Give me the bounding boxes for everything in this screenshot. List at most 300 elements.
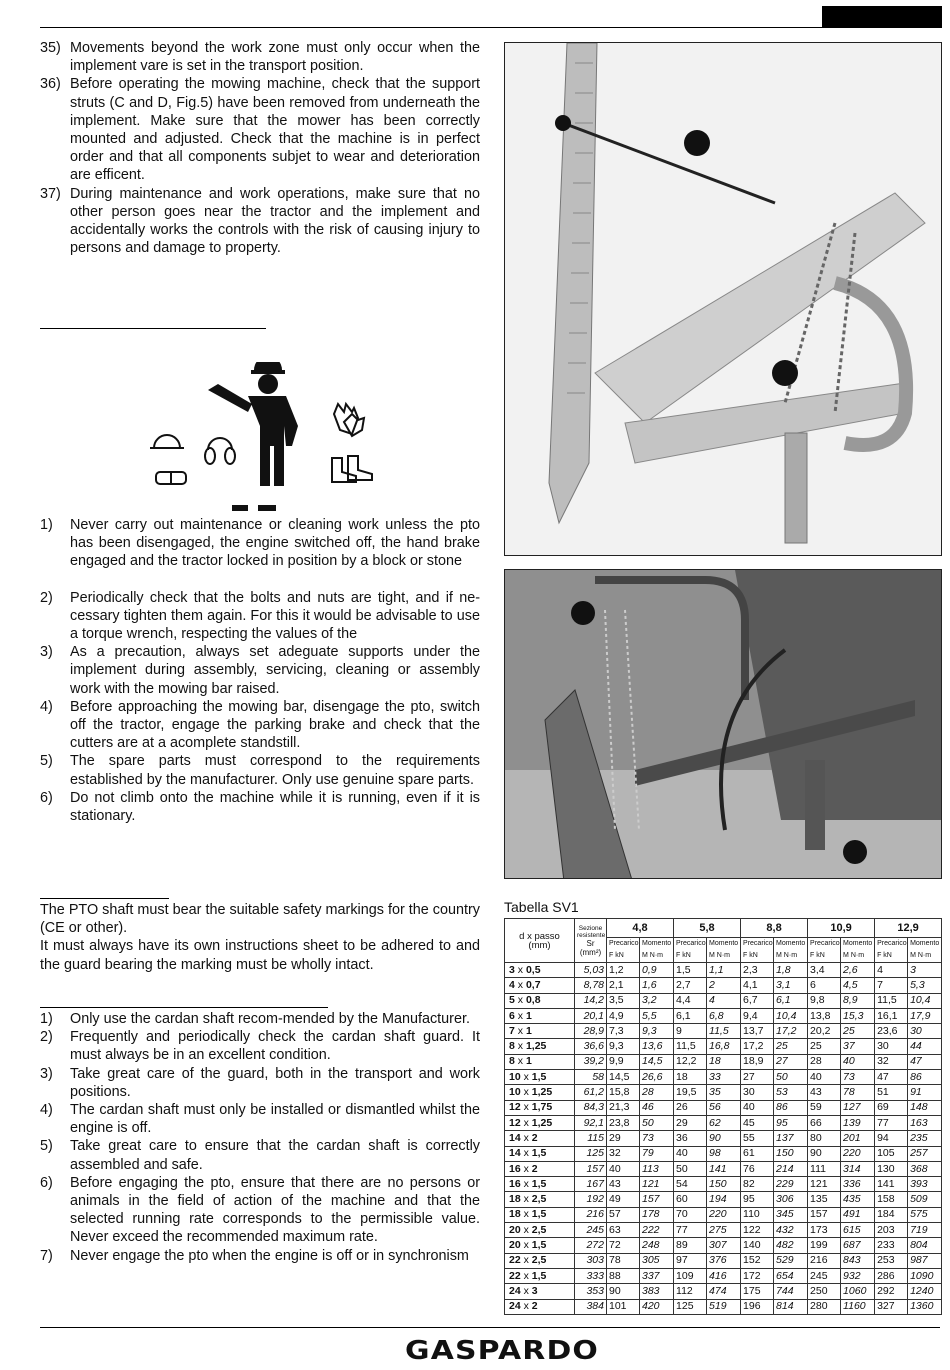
- table-cell: 11,5: [674, 1039, 707, 1054]
- table-row: [505, 1146, 942, 1161]
- table-cell: 23,8: [607, 1115, 640, 1130]
- table-cell: 220: [841, 1146, 875, 1161]
- thread-diameter: 24: [509, 1284, 521, 1297]
- table-cell: 1240: [908, 1284, 942, 1299]
- cardan-list: [40, 1010, 480, 1265]
- table-cell: 6,7: [741, 993, 774, 1008]
- table-cell: [505, 1268, 575, 1283]
- marker-c-icon: [571, 601, 595, 625]
- thread-pitch: 1,5: [531, 1238, 547, 1251]
- list-item-text: As a precaution, always set adeguate supports under the implement during assembly, servicing, cleaning or assembly work with the mowing bar raised.: [70, 644, 480, 697]
- table-cell: 90: [707, 1131, 741, 1146]
- list-item: [40, 1137, 480, 1173]
- table-cell: F kN: [607, 950, 640, 963]
- table-cell: 14,2: [575, 993, 607, 1008]
- table-cell: 9,8: [808, 993, 841, 1008]
- table-cell: 69: [875, 1100, 908, 1115]
- list-item-number: 7): [40, 1247, 53, 1264]
- table-cell: 1160: [841, 1299, 875, 1314]
- thread-pitch: 2: [531, 1131, 538, 1144]
- section-rule-pto: [40, 898, 169, 899]
- table-cell: 687: [841, 1238, 875, 1253]
- thread-diameter: 6: [509, 1009, 515, 1022]
- list-item-number: 3): [40, 644, 53, 661]
- table-cell: 79: [640, 1146, 674, 1161]
- table-cell: 30: [741, 1085, 774, 1100]
- table-cell: Momento: [640, 938, 674, 951]
- table-cell: 139: [841, 1115, 875, 1130]
- thread-pitch: 2: [531, 1162, 538, 1175]
- thread-x: x: [517, 1024, 524, 1037]
- list-item: [40, 643, 480, 698]
- table-cell: 60: [674, 1192, 707, 1207]
- table-cell: 20,1: [575, 1008, 607, 1023]
- table-cell: 4: [875, 963, 908, 978]
- table-cell: 184: [875, 1207, 908, 1222]
- table-cell: 122: [741, 1223, 774, 1238]
- table-cell: [505, 1177, 575, 1192]
- table-cell: 14,5: [607, 1070, 640, 1085]
- list-item-number: 2): [40, 589, 53, 606]
- table-cell: 4,4: [674, 993, 707, 1008]
- list-item-text: Before engaging the pto, ensure that there are no persons or animals in the field of action of the machine and that the selected running rate corresponds to the permissible value. Never exceed the recommended maximum rate.: [70, 1174, 480, 1246]
- table-cell: 3,4: [808, 963, 841, 978]
- thread-diameter: 3: [509, 963, 515, 976]
- thread-x: x: [523, 1208, 529, 1221]
- list-item-number: 2): [40, 1029, 53, 1046]
- photo-cardan-shaft: [504, 569, 942, 879]
- table-cell: 9: [674, 1024, 707, 1039]
- list-item-text: Before approaching the mowing bar, disengage the pto, switch off the tractor, engage the parking brake and check that the cutters are at a acomplete standstill.: [70, 698, 480, 752]
- list-item-text: Do not climb onto the machine while it is running, even if it is stationary.: [70, 789, 480, 825]
- table-cell: [505, 1115, 575, 1130]
- brand-logo: GASPARDO: [405, 1336, 599, 1366]
- thread-pitch: 1: [525, 1024, 532, 1037]
- photo-mower-transport: [504, 42, 942, 556]
- marker-b-icon: [772, 360, 798, 386]
- table-cell: 135: [808, 1192, 841, 1207]
- table-cell: F kN: [741, 950, 774, 963]
- table-caption: Tabella SV1: [504, 899, 579, 915]
- list-item-text: Never carry out maintenance or cleaning work unless the pto has been disengaged, the engine switched off, the hand brake engaged and the tractor locked in position by a block or stone: [70, 517, 480, 570]
- maintenance-list: [40, 516, 480, 825]
- table-cell: 744: [774, 1284, 808, 1299]
- table-row: [505, 1284, 942, 1299]
- thread-diameter: 24: [509, 1300, 521, 1313]
- table-cell: [505, 919, 575, 963]
- thread-diameter: 20: [509, 1223, 521, 1236]
- table-cell: 105: [875, 1146, 908, 1161]
- section-rule-cardan: [40, 1007, 328, 1008]
- table-cell: 843: [841, 1253, 875, 1268]
- thread-x: x: [523, 1254, 529, 1267]
- boots-icon: [332, 456, 372, 482]
- table-cell: 6: [808, 978, 841, 993]
- table-cell: [505, 1054, 575, 1069]
- table-cell: 56: [707, 1100, 741, 1115]
- table-cell: Momento: [707, 938, 741, 951]
- list-item-number: 6): [40, 1174, 53, 1191]
- table-cell: 1,5: [674, 963, 707, 978]
- thread-diameter: 22: [509, 1269, 521, 1282]
- table-cell: 157: [640, 1192, 674, 1207]
- goggles-icon: [156, 472, 186, 484]
- table-cell: 30: [875, 1039, 908, 1054]
- table-cell: 62: [707, 1115, 741, 1130]
- list-item-number: 5): [40, 1138, 53, 1155]
- table-cell: [505, 1192, 575, 1207]
- list-item: [40, 39, 480, 75]
- thread-diameter: 7: [509, 1024, 515, 1037]
- pto-paragraph-line-2: It must always have its own instructions sheet to be adhered to and the guard bearing the marking must be wholly intact.: [40, 938, 480, 973]
- list-item-number: 37): [40, 185, 61, 202]
- table-cell: 3,5: [607, 993, 640, 1008]
- table-row: [505, 1131, 942, 1146]
- header-block: [822, 6, 942, 28]
- table-cell: [505, 1146, 575, 1161]
- table-cell: 115: [575, 1131, 607, 1146]
- table-cell: 416: [707, 1268, 741, 1283]
- table-cell: 163: [908, 1115, 942, 1130]
- thread-pitch: 1,5: [531, 1208, 547, 1221]
- table-cell: 78: [841, 1085, 875, 1100]
- table-cell: 8,8: [741, 919, 808, 938]
- thread-x: x: [523, 1269, 529, 1282]
- table-cell: 111: [808, 1161, 841, 1176]
- table-cell: 39,2: [575, 1054, 607, 1069]
- table-cell: 13,7: [741, 1024, 774, 1039]
- table-cell: 152: [741, 1253, 774, 1268]
- table-cell: 804: [908, 1238, 942, 1253]
- table-cell: 53: [774, 1085, 808, 1100]
- table-cell: 8,78: [575, 978, 607, 993]
- table-cell: 148: [908, 1100, 942, 1115]
- table-cell: 336: [841, 1177, 875, 1192]
- table-cell: 73: [640, 1131, 674, 1146]
- thread-pitch: 0,8: [525, 994, 541, 1007]
- table-cell: Precarico: [808, 938, 841, 951]
- table-cell: 36: [674, 1131, 707, 1146]
- earmuffs-icon: [205, 438, 235, 464]
- table-cell: [505, 978, 575, 993]
- table-cell: 25: [774, 1039, 808, 1054]
- list-item-number: 6): [40, 789, 53, 806]
- table-cell: 9,3: [640, 1024, 674, 1039]
- table-cell: [505, 1223, 575, 1238]
- table-cell: 109: [674, 1268, 707, 1283]
- table-cell: 216: [575, 1207, 607, 1222]
- table-cell: 167: [575, 1177, 607, 1192]
- thread-diameter: 12: [509, 1101, 521, 1114]
- table-cell: 7: [875, 978, 908, 993]
- table-row: [505, 1207, 942, 1222]
- table-cell: 9,4: [741, 1008, 774, 1023]
- thread-diameter: 10: [509, 1086, 521, 1099]
- table-cell: 28,9: [575, 1024, 607, 1039]
- table-cell: M N·m: [707, 950, 741, 963]
- table-cell: 178: [640, 1207, 674, 1222]
- list-item-number: 5): [40, 753, 53, 770]
- table-cell: 17,9: [908, 1008, 942, 1023]
- marker-a-icon: [684, 130, 710, 156]
- thread-pitch: 0,5: [525, 963, 541, 976]
- table-cell: 101: [607, 1299, 640, 1314]
- pto-paragraph: [40, 901, 480, 974]
- table-cell: 36,6: [575, 1039, 607, 1054]
- table-cell: [505, 1284, 575, 1299]
- table-cell: 95: [741, 1192, 774, 1207]
- table-cell: 16,1: [875, 1008, 908, 1023]
- list-item-text: The cardan shaft must only be installed or dismantled whilst the engine is off.: [70, 1102, 480, 1137]
- gloves-icon: [334, 404, 364, 436]
- list-item-text: Only use the cardan shaft recom-mended by the Manufacturer.: [70, 1011, 470, 1027]
- table-cell: 13,8: [808, 1008, 841, 1023]
- thread-diameter: 4: [509, 978, 515, 991]
- table-cell: 3: [908, 963, 942, 978]
- table-cell: 58: [575, 1070, 607, 1085]
- table-cell: 275: [707, 1223, 741, 1238]
- table-cell: 40: [808, 1070, 841, 1085]
- table-cell: 196: [741, 1299, 774, 1314]
- table-row: [505, 1085, 942, 1100]
- table-cell: 4,1: [741, 978, 774, 993]
- list-item-number: 35): [40, 40, 61, 56]
- table-cell: 253: [875, 1253, 908, 1268]
- table-cell: 248: [640, 1238, 674, 1253]
- table-cell: 73: [841, 1070, 875, 1085]
- thread-x: x: [523, 1223, 529, 1236]
- table-cell: 4,5: [841, 978, 875, 993]
- table-cell: 2: [707, 978, 741, 993]
- table-cell: 5,5: [640, 1008, 674, 1023]
- thread-x: x: [517, 963, 524, 976]
- table-cell: 1,1: [707, 963, 741, 978]
- table-cell: [505, 1238, 575, 1253]
- table-cell: 1,2: [607, 963, 640, 978]
- table-cell: M N·m: [841, 950, 875, 963]
- table-cell: 1060: [841, 1284, 875, 1299]
- torque-values-table: [504, 918, 942, 1315]
- table-cell: 353: [575, 1284, 607, 1299]
- table-cell: Momento: [774, 938, 808, 951]
- table-cell: 112: [674, 1284, 707, 1299]
- list-item-number: 1): [40, 1011, 53, 1027]
- table-cell: 303: [575, 1253, 607, 1268]
- table-cell: Precarico: [741, 938, 774, 951]
- section-rule-maintenance: [40, 328, 266, 329]
- table-cell: 40: [674, 1146, 707, 1161]
- table-cell: 1,6: [640, 978, 674, 993]
- table-cell: 6,1: [774, 993, 808, 1008]
- table-cell: 192: [575, 1192, 607, 1207]
- table-cell: 987: [908, 1253, 942, 1268]
- list-item-text: Before operating the mowing machine, check that the support struts (C and D, Fig.5) have been removed from underneath the implement. Make sure that the mower has been correctly mounted and adjusted. Check that the machine is in perfect order and that all components subjet to wear and deterioration are efficent.: [70, 76, 480, 184]
- table-cell: 5,03: [575, 963, 607, 978]
- table-cell: 314: [841, 1161, 875, 1176]
- list-item: [40, 1247, 480, 1265]
- table-cell: 141: [707, 1161, 741, 1176]
- table-cell: 3,1: [774, 978, 808, 993]
- thread-diameter: 8: [509, 1055, 515, 1068]
- table-cell: 5,3: [908, 978, 942, 993]
- table-cell: 91: [908, 1085, 942, 1100]
- table-cell: 77: [674, 1223, 707, 1238]
- list-item-text: The spare parts must correspond to the requirements established by the manufacturer. Only use genuine spare parts.: [70, 753, 480, 788]
- thread-pitch: 2,5: [531, 1223, 547, 1236]
- table-cell: 82: [741, 1177, 774, 1192]
- thread-diameter: 10: [509, 1070, 521, 1083]
- table-cell: 25: [808, 1039, 841, 1054]
- thread-x: x: [523, 1147, 529, 1160]
- table-cell: 201: [841, 1131, 875, 1146]
- table-cell: 18,9: [741, 1054, 774, 1069]
- table-cell: 5,8: [674, 919, 741, 938]
- table-cell: 78: [607, 1253, 640, 1268]
- table-cell: 113: [640, 1161, 674, 1176]
- table-cell: 95: [774, 1115, 808, 1130]
- table-cell: F kN: [674, 950, 707, 963]
- table-cell: 19,5: [674, 1085, 707, 1100]
- thread-pitch: 3: [531, 1284, 538, 1297]
- table-cell: 15,3: [841, 1008, 875, 1023]
- list-item: [40, 789, 480, 825]
- table-cell: 11,5: [875, 993, 908, 1008]
- table-cell: [505, 1008, 575, 1023]
- thread-pitch: 1,25: [531, 1086, 553, 1099]
- table-cell: 491: [841, 1207, 875, 1222]
- table-cell: 37: [841, 1039, 875, 1054]
- list-item: [40, 1174, 480, 1247]
- table-cell: 44: [908, 1039, 942, 1054]
- thread-pitch: 1,5: [531, 1177, 547, 1190]
- thread-pitch: 0,7: [525, 978, 541, 991]
- list-item: [40, 1101, 480, 1137]
- table-cell: 125: [575, 1146, 607, 1161]
- table-cell: 482: [774, 1238, 808, 1253]
- list-item: [40, 752, 480, 788]
- table-cell: 509: [908, 1192, 942, 1207]
- thread-x: x: [523, 1177, 529, 1190]
- table-cell: 86: [908, 1070, 942, 1085]
- table-cell: M N·m: [774, 950, 808, 963]
- table-cell: [505, 963, 575, 978]
- table-cell: 57: [607, 1207, 640, 1222]
- list-item-number: 36): [40, 76, 61, 93]
- table-cell: 125: [674, 1299, 707, 1314]
- list-item-text: Periodically check that the bolts and nuts are tight, and if ne-cessary tighten them again. For this it would be advisable to use a torque wrench, respecting the values of the: [70, 589, 480, 643]
- table-row: [505, 993, 942, 1008]
- thread-pitch: 1,5: [531, 1147, 547, 1160]
- thread-diameter: 16: [509, 1177, 521, 1190]
- table-cell: 77: [875, 1115, 908, 1130]
- table-cell: 47: [875, 1070, 908, 1085]
- table-cell: 51: [875, 1085, 908, 1100]
- table-cell: 9,9: [607, 1054, 640, 1069]
- table-cell: Precarico: [674, 938, 707, 951]
- table-cell: 43: [607, 1177, 640, 1192]
- table-cell: 76: [741, 1161, 774, 1176]
- thread-diameter: 20: [509, 1238, 521, 1251]
- thread-pitch: 2,5: [531, 1254, 547, 1267]
- table-cell: 54: [674, 1177, 707, 1192]
- thread-pitch: 1: [525, 1009, 532, 1022]
- table-row: [505, 1054, 942, 1069]
- table-cell: 28: [808, 1054, 841, 1069]
- table-cell: 47: [908, 1054, 942, 1069]
- thread-x: x: [517, 1040, 524, 1053]
- table-cell: 90: [808, 1146, 841, 1161]
- list-item-number: 4): [40, 1102, 53, 1119]
- table-cell: 245: [808, 1268, 841, 1283]
- table-cell: 40: [607, 1161, 640, 1176]
- list-item-text: Take great care of the guard, both in the transport and work positions.: [70, 1065, 480, 1100]
- table-cell: 157: [808, 1207, 841, 1222]
- table-cell: 29: [674, 1115, 707, 1130]
- table-cell: 157: [575, 1161, 607, 1176]
- table-row: [505, 1268, 942, 1283]
- table-header-row: [505, 919, 942, 938]
- table-cell: 292: [875, 1284, 908, 1299]
- table-cell: 2,1: [607, 978, 640, 993]
- table-cell: 121: [808, 1177, 841, 1192]
- thread-x: x: [523, 1131, 529, 1144]
- table-cell: 88: [607, 1268, 640, 1283]
- thread-pitch: 1,5: [531, 1269, 547, 1282]
- table-cell: 8,9: [841, 993, 875, 1008]
- worker-figure-icon: [208, 362, 298, 511]
- table-cell: 92,1: [575, 1115, 607, 1130]
- table-cell: 257: [908, 1146, 942, 1161]
- thread-pitch: 1: [525, 1055, 532, 1068]
- list-item: [40, 185, 480, 258]
- table-cell: 20,2: [808, 1024, 841, 1039]
- table-cell: 29: [607, 1131, 640, 1146]
- table-cell: 10,4: [774, 1008, 808, 1023]
- thread-pitch: 2,5: [531, 1193, 547, 1206]
- table-cell: 137: [774, 1131, 808, 1146]
- table-cell: 214: [774, 1161, 808, 1176]
- table-cell: 61: [741, 1146, 774, 1161]
- table-cell: 70: [674, 1207, 707, 1222]
- table-cell: 306: [774, 1192, 808, 1207]
- table-cell: 575: [908, 1207, 942, 1222]
- table-cell: 9,3: [607, 1039, 640, 1054]
- table-cell: 719: [908, 1223, 942, 1238]
- table-cell: [505, 993, 575, 1008]
- helmet-icon: [150, 435, 184, 448]
- table-cell: 12,9: [875, 919, 942, 938]
- table-cell: 26,6: [640, 1070, 674, 1085]
- table-cell: 63: [607, 1223, 640, 1238]
- thread-x: x: [523, 1086, 529, 1099]
- table-cell: 220: [707, 1207, 741, 1222]
- table-cell: 17,2: [741, 1039, 774, 1054]
- table-cell: 1360: [908, 1299, 942, 1314]
- table-cell: [505, 1161, 575, 1176]
- table-cell: 150: [707, 1177, 741, 1192]
- table-cell: 420: [640, 1299, 674, 1314]
- thread-diameter: 14: [509, 1147, 521, 1160]
- table-cell: 12,2: [674, 1054, 707, 1069]
- table-cell: 4: [707, 993, 741, 1008]
- list-item-text: Take great care to ensure that the cardan shaft is correctly assembled and safe.: [70, 1138, 480, 1173]
- thread-diameter: 5: [509, 994, 515, 1007]
- table-cell: 194: [707, 1192, 741, 1207]
- table-cell: Precarico: [875, 938, 908, 951]
- table-cell: 435: [841, 1192, 875, 1207]
- table-cell: 368: [908, 1161, 942, 1176]
- table-row: [505, 1115, 942, 1130]
